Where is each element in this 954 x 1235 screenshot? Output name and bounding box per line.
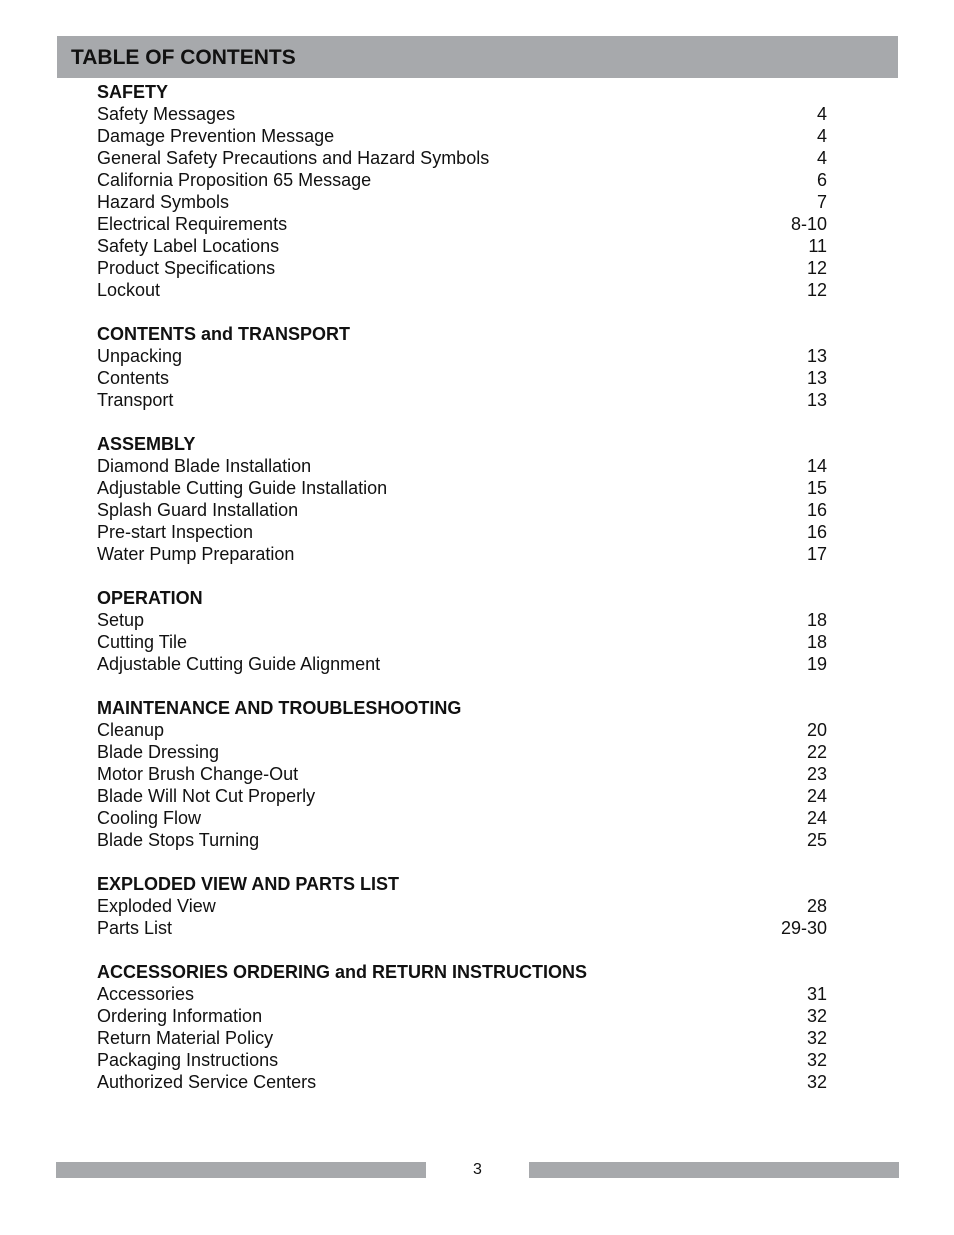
table-of-contents	[97, 81, 827, 1115]
toc-entry-title: Blade Stops Turning	[97, 830, 260, 850]
toc-entry	[97, 477, 827, 499]
toc-entry	[97, 213, 827, 235]
toc-entry-page: 32	[806, 1050, 827, 1070]
toc-entry-page: 22	[806, 742, 827, 762]
toc-entry	[97, 763, 827, 785]
toc-entry-title: Blade Will Not Cut Properly	[97, 786, 316, 806]
toc-entry	[97, 257, 827, 279]
toc-entry	[97, 125, 827, 147]
toc-entry-title: Return Material Policy	[97, 1028, 274, 1048]
toc-entry-page: 28	[806, 896, 827, 916]
toc-entry-page: 11	[808, 236, 827, 256]
toc-section	[97, 873, 827, 939]
toc-entry-page: 13	[806, 390, 827, 410]
toc-entry-title: Splash Guard Installation	[97, 500, 299, 520]
toc-entry	[97, 389, 827, 411]
toc-entry-page: 13	[806, 368, 827, 388]
toc-entry-page: 24	[806, 786, 827, 806]
toc-entry-page: 25	[806, 830, 827, 850]
toc-entry-title: Pre-start Inspection	[97, 522, 254, 542]
toc-entry-title: Hazard Symbols	[97, 192, 230, 212]
toc-entry-page: 8-10	[790, 214, 827, 234]
toc-entry-title: Motor Brush Change-Out	[97, 764, 299, 784]
page-title: TABLE OF CONTENTS	[71, 46, 296, 69]
toc-entry-page: 20	[806, 720, 827, 740]
toc-entry	[97, 235, 827, 257]
toc-section	[97, 961, 827, 1093]
section-heading: MAINTENANCE AND TROUBLESHOOTING	[97, 698, 462, 718]
toc-entry	[97, 279, 827, 301]
toc-entry-page: 23	[806, 764, 827, 784]
toc-entry-page: 12	[806, 258, 827, 278]
toc-entry-title: Lockout	[97, 280, 161, 300]
toc-entry-page: 18	[806, 610, 827, 630]
toc-entry	[97, 521, 827, 543]
toc-section	[97, 323, 827, 411]
toc-entry-title: Parts List	[97, 918, 173, 938]
toc-entry	[97, 1027, 827, 1049]
toc-entry	[97, 609, 827, 631]
toc-entry-page: 16	[806, 522, 827, 542]
toc-entry	[97, 1005, 827, 1027]
toc-entry-page: 31	[806, 984, 827, 1004]
toc-entry-title: Authorized Service Centers	[97, 1072, 317, 1092]
toc-entry-title: Cutting Tile	[97, 632, 188, 652]
toc-entry	[97, 147, 827, 169]
toc-section	[97, 433, 827, 565]
toc-entry-title: Transport	[97, 390, 174, 410]
toc-entry-title: Accessories	[97, 984, 195, 1004]
toc-entry-title: Unpacking	[97, 346, 183, 366]
toc-entry-page: 13	[806, 346, 827, 366]
footer-bar-right	[529, 1162, 899, 1178]
toc-entry-title: Electrical Requirements	[97, 214, 288, 234]
toc-entry-page: 32	[806, 1028, 827, 1048]
toc-entry-title: Exploded View	[97, 896, 216, 916]
toc-entry	[97, 807, 827, 829]
toc-entry-page: 4	[816, 126, 827, 146]
toc-entry	[97, 1049, 827, 1071]
toc-entry	[97, 983, 827, 1005]
section-heading: SAFETY	[97, 82, 169, 102]
toc-entry	[97, 191, 827, 213]
toc-entry	[97, 829, 827, 851]
toc-entry	[97, 631, 827, 653]
toc-entry-page: 18	[806, 632, 827, 652]
toc-section	[97, 81, 827, 301]
toc-entry-title: Adjustable Cutting Guide Installation	[97, 478, 388, 498]
toc-entry-page: 14	[806, 456, 827, 476]
toc-entry-page: 24	[806, 808, 827, 828]
toc-entry	[97, 499, 827, 521]
toc-entry-page: 4	[816, 148, 827, 168]
toc-entry-title: Safety Messages	[97, 104, 236, 124]
toc-entry-title: California Proposition 65 Message	[97, 170, 372, 190]
toc-entry-page: 32	[806, 1006, 827, 1026]
toc-entry	[97, 455, 827, 477]
toc-entry	[97, 741, 827, 763]
toc-entry-title: Water Pump Preparation	[97, 544, 295, 564]
toc-entry	[97, 719, 827, 741]
header-bar	[57, 36, 898, 78]
toc-entry	[97, 917, 827, 939]
section-heading: EXPLODED VIEW AND PARTS LIST	[97, 874, 400, 894]
toc-entry-title: Packaging Instructions	[97, 1050, 279, 1070]
toc-entry-page: 19	[806, 654, 827, 674]
toc-entry	[97, 103, 827, 125]
toc-entry-page: 6	[816, 170, 827, 190]
toc-entry	[97, 169, 827, 191]
section-heading: CONTENTS and TRANSPORT	[97, 324, 351, 344]
page-number: 3	[473, 1161, 482, 1178]
toc-entry-title: Cleanup	[97, 720, 165, 740]
toc-entry-page: 7	[816, 192, 827, 212]
toc-entry-page: 32	[806, 1072, 827, 1092]
toc-entry-page: 29-30	[780, 918, 827, 938]
toc-entry-title: Setup	[97, 610, 145, 630]
toc-entry-page: 4	[816, 104, 827, 124]
toc-entry-title: Product Specifications	[97, 258, 276, 278]
toc-entry-page: 16	[806, 500, 827, 520]
toc-entry-title: Damage Prevention Message	[97, 126, 335, 146]
toc-entry-title: General Safety Precautions and Hazard Symbols	[97, 148, 490, 168]
toc-entry	[97, 367, 827, 389]
toc-entry-title: Adjustable Cutting Guide Alignment	[97, 654, 381, 674]
toc-entry-page: 17	[806, 544, 827, 564]
toc-entry-title: Ordering Information	[97, 1006, 263, 1026]
toc-entry-title: Contents	[97, 368, 170, 388]
toc-entry-page: 12	[806, 280, 827, 300]
toc-entry-title: Diamond Blade Installation	[97, 456, 312, 476]
toc-entry-page: 15	[806, 478, 827, 498]
toc-section	[97, 587, 827, 675]
toc-entry	[97, 543, 827, 565]
toc-section	[97, 697, 827, 851]
toc-entry-title: Cooling Flow	[97, 808, 202, 828]
toc-entry	[97, 785, 827, 807]
toc-entry	[97, 653, 827, 675]
toc-entry	[97, 345, 827, 367]
section-heading: OPERATION	[97, 588, 203, 608]
toc-entry	[97, 895, 827, 917]
footer-bar-left	[56, 1162, 426, 1178]
toc-entry-title: Safety Label Locations	[97, 236, 280, 256]
toc-entry-title: Blade Dressing	[97, 742, 220, 762]
section-heading: ASSEMBLY	[97, 434, 196, 454]
section-heading: ACCESSORIES ORDERING and RETURN INSTRUCTIONS	[97, 962, 588, 982]
toc-entry	[97, 1071, 827, 1093]
